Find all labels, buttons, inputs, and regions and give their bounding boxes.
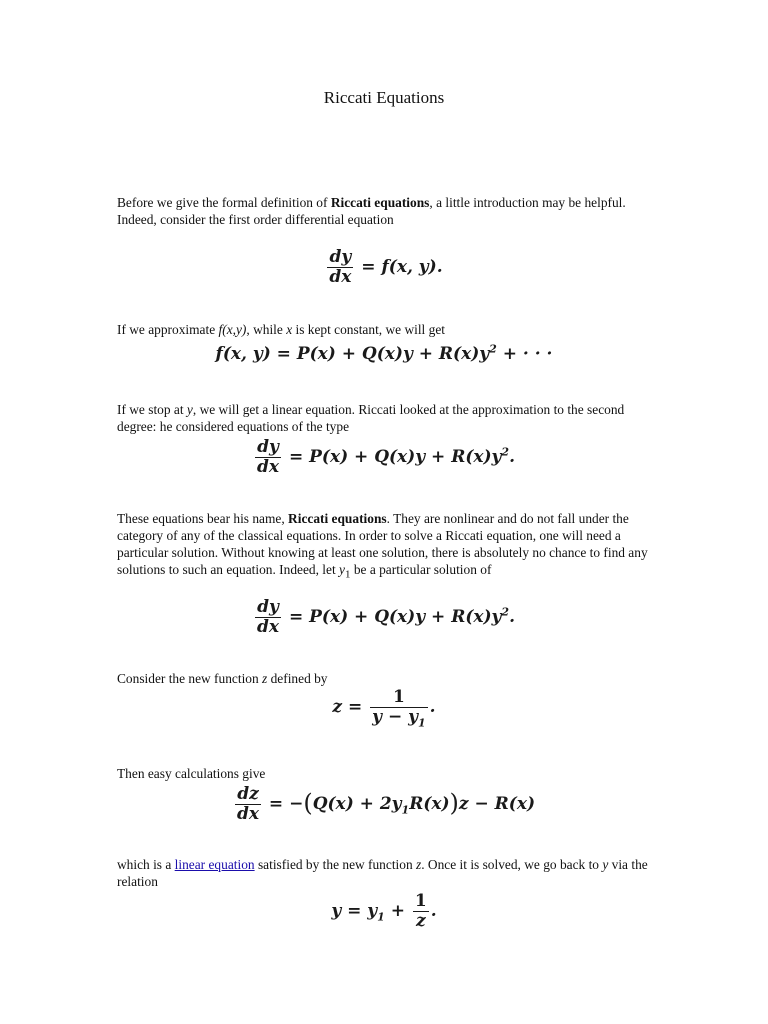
equation-exponent: 2	[501, 605, 510, 619]
fraction-denominator: dx	[236, 804, 259, 824]
equation-rhs: = P(x) + Q(x)y + R(x)y	[283, 447, 502, 467]
new-function-z: z	[262, 671, 268, 686]
back-text-f: via the relation	[117, 857, 648, 889]
second-degree-text-c: , we will get a linear equation. Riccati looked at the approximation to the second degree: he considered equations of the type	[117, 402, 625, 434]
left-paren: (	[303, 789, 313, 817]
fraction-dy-dx	[327, 248, 353, 287]
equation-exponent: 2	[501, 445, 510, 459]
plus-sign: +	[384, 901, 411, 921]
series-text: f(x, y) = P(x) + Q(x)y + R(x)y	[215, 344, 490, 364]
definition-text-a: These equations bear his name,	[117, 511, 289, 526]
equation-riccati-particular	[0, 598, 768, 637]
equation-part-b: Q(x) + 2y	[312, 794, 402, 814]
fraction-dz-dx	[235, 785, 261, 824]
fraction-numerator: dy	[255, 438, 281, 458]
right-paren: )	[449, 789, 459, 817]
new-function-text-a: Consider the new function	[117, 671, 263, 686]
second-degree-text-a: If we stop at	[117, 402, 187, 417]
definition-text-f: be a particular solution of	[350, 562, 492, 577]
equation-rhs: = f(x, y).	[355, 257, 443, 277]
fraction-numerator: dy	[327, 248, 353, 268]
intro-text-c: , a little introduction may be helpful. Indeed, consider the first order differential equation	[117, 195, 626, 227]
fraction-denominator: dx	[257, 617, 280, 637]
series-tail: + · · ·	[496, 344, 553, 364]
back-z: z	[416, 857, 422, 872]
fraction-denominator: z	[416, 911, 426, 931]
second-degree-paragraph	[117, 401, 657, 435]
y-subscript: 1	[377, 910, 385, 924]
fraction-one-over-z	[413, 892, 429, 931]
denominator-subscript: 1	[418, 716, 426, 730]
calculation-paragraph	[117, 765, 657, 782]
equation-part-d: z − R(x)	[458, 794, 536, 814]
fraction-numerator: dy	[255, 598, 281, 618]
equation-part-c: R(x)	[409, 794, 450, 814]
approx-text-c: , while	[246, 322, 287, 337]
equation-linear-in-z	[0, 785, 768, 824]
equation-rhs: = P(x) + Q(x)y + R(x)y	[283, 607, 502, 627]
equation-subscript: 1	[401, 803, 410, 817]
definition-text-c: . They are nonlinear and do not fall under the category of any of the classical equations. In order to solve a Riccati equation, one will need a particular solution. Without knowing at least one solution, there is absolutely no chance to find any solutions to such an equation. Indeed, let	[117, 511, 648, 577]
back-y: y	[602, 857, 609, 872]
new-function-paragraph	[117, 670, 657, 687]
series-exponent: 2	[489, 342, 497, 356]
denominator-text: y − y	[372, 707, 418, 727]
y-lhs: y = y	[331, 901, 378, 921]
fraction-dy-dx	[255, 598, 281, 637]
approx-text-a: If we approximate	[117, 322, 219, 337]
new-function-text-c: defined by	[267, 671, 328, 686]
z-lhs: z =	[332, 697, 369, 717]
equation-period: .	[430, 901, 437, 921]
back-text-a: which is a	[117, 857, 175, 872]
fraction-dy-dx	[255, 438, 281, 477]
approx-fxy: f(x,y)	[218, 322, 247, 337]
approximation-paragraph	[117, 321, 657, 338]
fraction-denominator: dx	[329, 267, 352, 287]
approx-x: x	[286, 322, 293, 337]
equation-first-order-ode	[0, 248, 768, 287]
fraction-denominator	[370, 707, 428, 730]
intro-paragraph	[117, 194, 657, 228]
equation-period: .	[429, 697, 436, 717]
approx-text-e: is kept constant, we will get	[292, 322, 445, 337]
second-degree-y: y	[186, 402, 193, 417]
equation-y-relation	[0, 892, 768, 931]
equation-riccati-type	[0, 438, 768, 477]
fraction-one-over-y	[370, 687, 428, 730]
equation-z-definition	[0, 687, 768, 730]
equation-period: .	[509, 447, 515, 467]
riccati-definition-paragraph	[117, 510, 657, 581]
document-title: Riccati Equations	[323, 88, 445, 107]
definition-subscript: 1	[344, 568, 351, 581]
riccati-term: Riccati equations	[330, 195, 430, 210]
calculation-text: Then easy calculations give	[117, 766, 266, 781]
fraction-numerator: dz	[235, 785, 261, 805]
fraction-denominator: dx	[257, 457, 280, 477]
equation-minus: = −	[263, 794, 304, 814]
definition-y: y	[339, 562, 345, 577]
back-substitution-paragraph	[117, 856, 657, 890]
fraction-numerator: 1	[370, 688, 428, 708]
back-text-b: satisfied by the new function	[254, 857, 417, 872]
back-text-d: . Once it is solved, we go back to	[421, 857, 603, 872]
riccati-term: Riccati equations	[288, 511, 387, 526]
equation-period: .	[509, 607, 515, 627]
fraction-numerator: 1	[414, 891, 427, 911]
intro-text-a: Before we give the formal definition of	[117, 195, 331, 210]
linear-equation-link[interactable]: linear equation	[174, 857, 255, 872]
equation-series-expansion	[0, 342, 768, 364]
